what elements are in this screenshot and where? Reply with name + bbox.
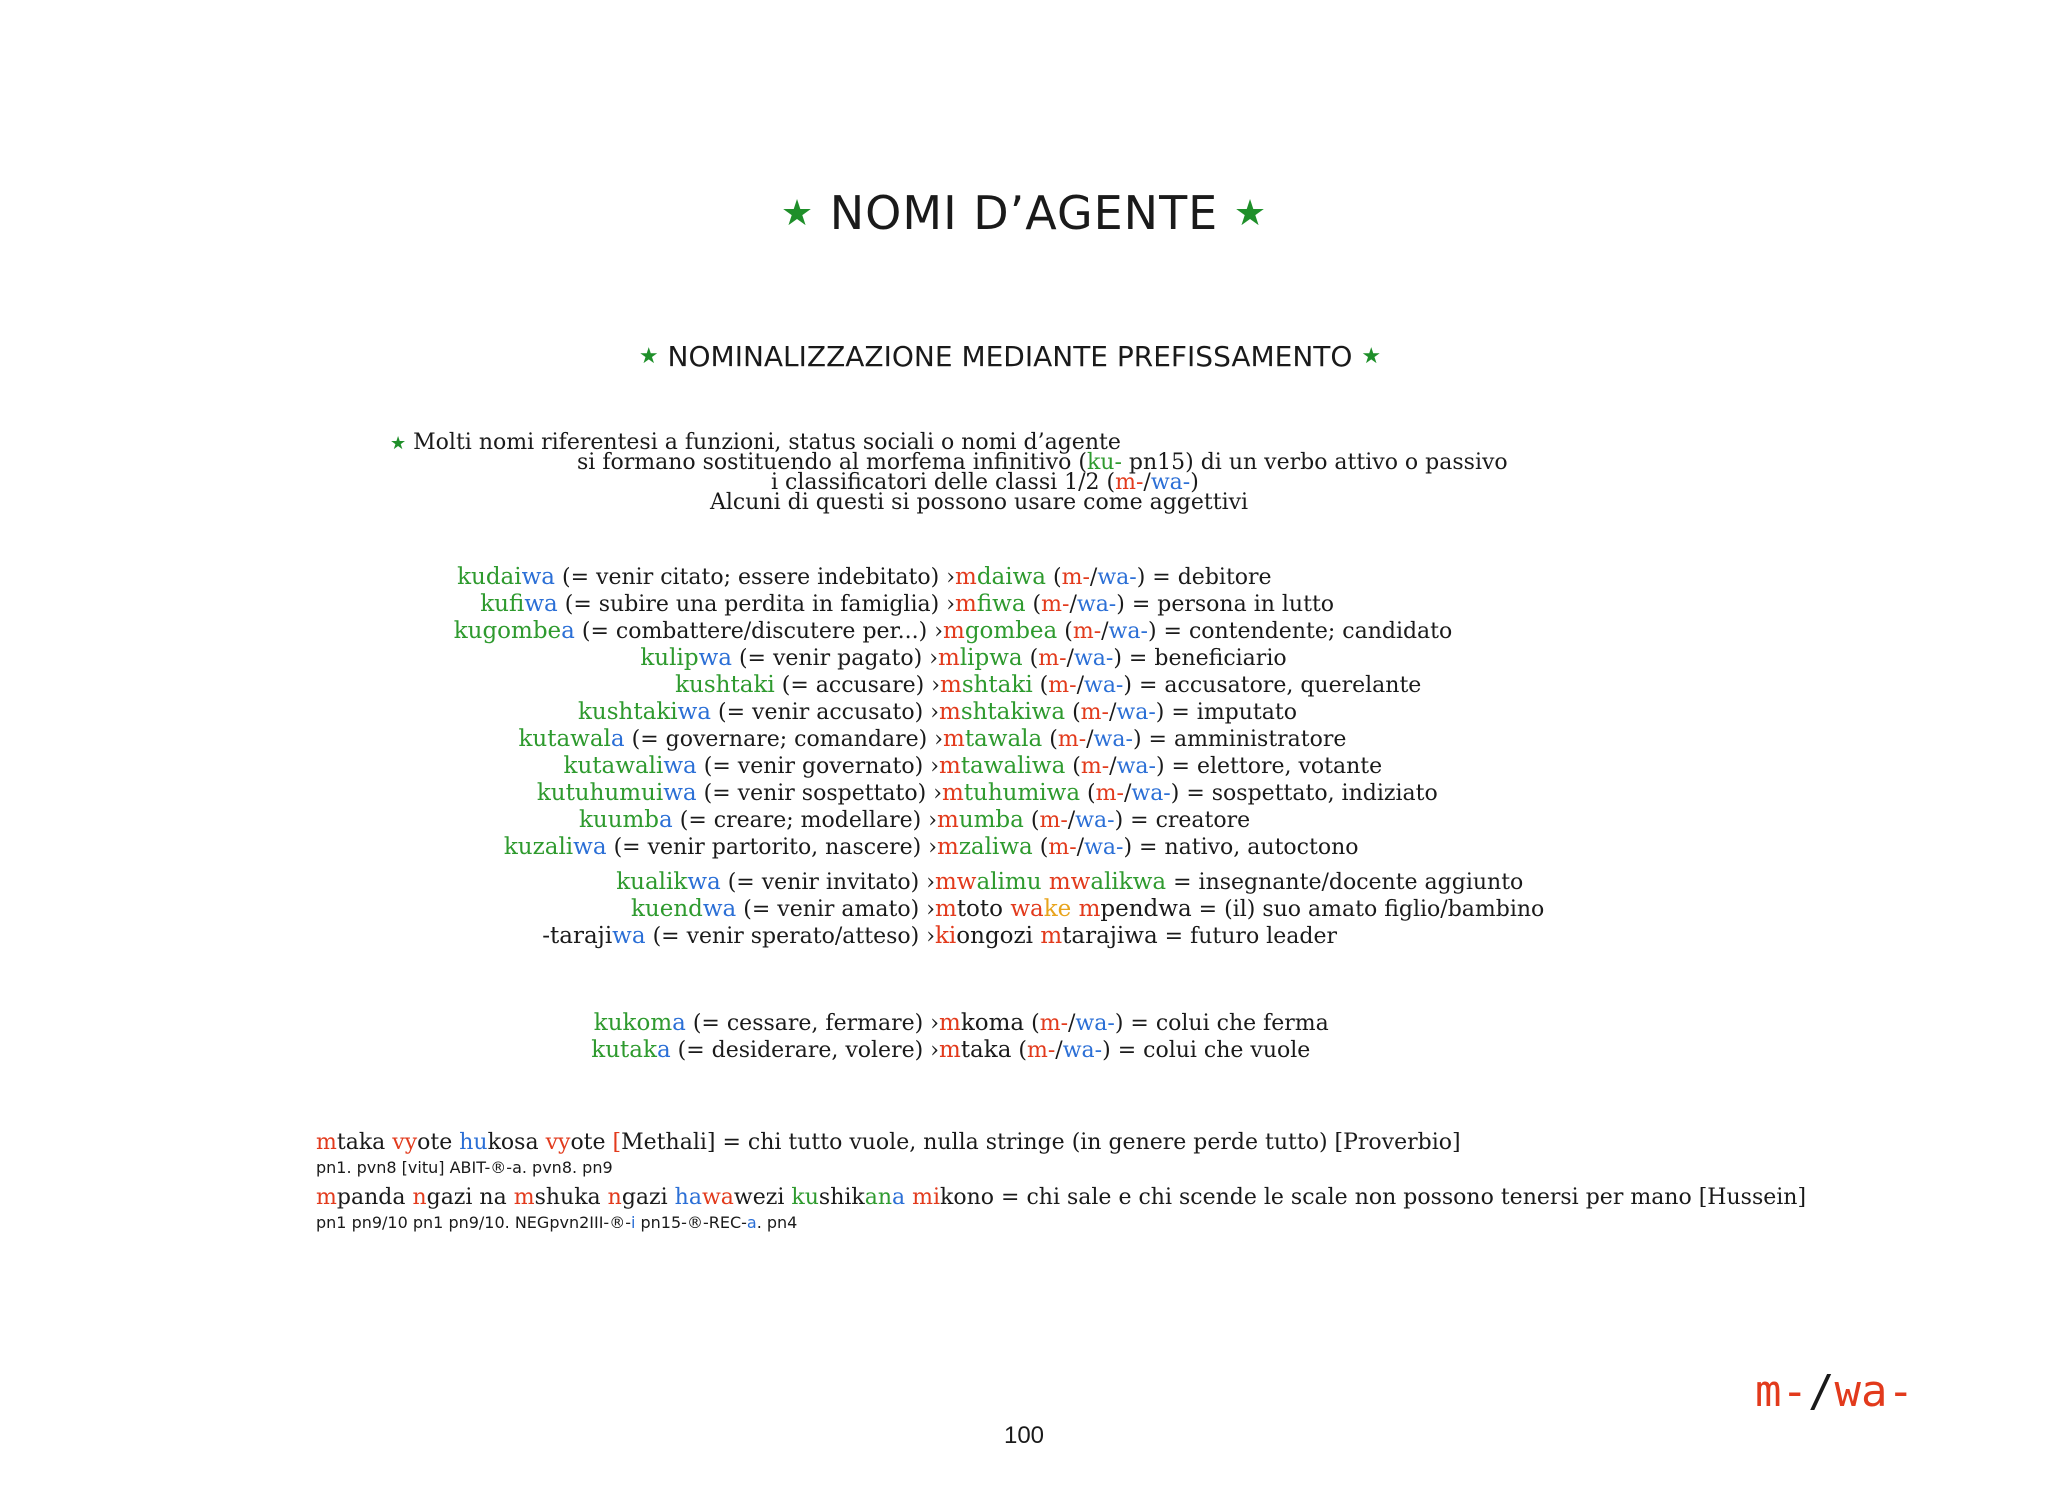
star-icon: ★ bbox=[390, 433, 407, 454]
entry-noun: mdaiwa (m-/wa-) = debitore bbox=[955, 564, 1272, 590]
entry-noun: mwalimu mwalikwa = insegnante/docente aggiunto bbox=[935, 869, 1524, 895]
entry-verb: kutaka (= desiderare, volere) › bbox=[591, 1037, 939, 1063]
proverb-gloss: pn1 pn9/10 pn1 pn9/10. NEGpvn2III-®-i pn15-®-REC-a. pn4 bbox=[316, 1213, 798, 1232]
entry-verb: kushtaki (= accusare) › bbox=[675, 672, 940, 698]
page-number: 100 bbox=[1003, 1422, 1045, 1449]
entry-verb: kukoma (= cessare, fermare) › bbox=[593, 1010, 939, 1036]
intro-line-3: i classificatori delle classi 1/2 (m-/wa-) bbox=[771, 470, 1199, 495]
intro-line-2: si formano sostituendo al morfema infinitivo (ku- pn15) di un verbo attivo o passivo bbox=[577, 450, 1508, 475]
proverb-gloss: pn1. pvn8 [vitu] ABIT-®-a. pvn8. pn9 bbox=[316, 1158, 613, 1177]
entry-noun: mlipwa (m-/wa-) = beneficiario bbox=[938, 645, 1287, 671]
section-subtitle bbox=[639, 340, 1381, 373]
intro-line-1: ★ Molti nomi riferentesi a funzioni, status sociali o nomi d’agente bbox=[390, 430, 1121, 455]
proverb-line: mtaka vyote hukosa vyote [Methali] = chi tutto vuole, nulla stringe (in genere perde tutto) [Proverbio] bbox=[316, 1130, 1461, 1155]
entry-verb: kutuhumuiwa (= venir sospettato) › bbox=[536, 780, 942, 806]
entry-noun: mgombea (m-/wa-) = contendente; candidato bbox=[943, 618, 1453, 644]
page-title bbox=[781, 186, 1267, 240]
entry-verb: kualikwa (= venir invitato) › bbox=[616, 869, 935, 895]
entry-noun: mfiwa (m-/wa-) = persona in lutto bbox=[955, 591, 1335, 617]
entry-noun: mkoma (m-/wa-) = colui che ferma bbox=[939, 1010, 1329, 1036]
entry-noun: mumba (m-/wa-) = creatore bbox=[937, 807, 1251, 833]
entry-noun: mtawala (m-/wa-) = amministratore bbox=[943, 726, 1347, 752]
entry-noun: mshtakiwa (m-/wa-) = imputato bbox=[939, 699, 1297, 725]
entry-verb: kutawala (= governare; comandare) › bbox=[518, 726, 943, 752]
star-icon: ★ bbox=[1233, 193, 1268, 234]
entry-noun: kiongozi mtarajiwa = futuro leader bbox=[935, 923, 1337, 949]
star-icon: ★ bbox=[1361, 344, 1382, 369]
entry-verb: kutawaliwa (= venir governato) › bbox=[563, 753, 939, 779]
entry-noun: mtoto wake mpendwa = (il) suo amato figlio/bambino bbox=[935, 896, 1545, 922]
entry-verb: kushtakiwa (= venir accusato) › bbox=[578, 699, 939, 725]
entry-verb: kugombea (= combattere/discutere per...) › bbox=[453, 618, 943, 644]
entry-verb: kudaiwa (= venir citato; essere indebitato) › bbox=[457, 564, 955, 590]
entry-verb: kuendwa (= venir amato) › bbox=[630, 896, 935, 922]
entry-verb: -tarajiwa (= venir sperato/atteso) › bbox=[542, 923, 935, 949]
entry-noun: mshtaki (m-/wa-) = accusatore, querelante bbox=[940, 672, 1422, 698]
title-text: NOMI D’AGENTE bbox=[829, 186, 1219, 240]
entry-verb: kuumba (= creare; modellare) › bbox=[578, 807, 937, 833]
entry-noun: mtuhumiwa (m-/wa-) = sospettato, indiziato bbox=[942, 780, 1438, 806]
entry-verb: kufiwa (= subire una perdita in famiglia) › bbox=[480, 591, 955, 617]
subtitle-text: NOMINALIZZAZIONE MEDIANTE PREFISSAMENTO bbox=[667, 340, 1353, 373]
entry-noun: mtawaliwa (m-/wa-) = elettore, votante bbox=[939, 753, 1383, 779]
entry-verb: kuzaliwa (= venir partorito, nascere) › bbox=[503, 834, 937, 860]
star-icon: ★ bbox=[780, 193, 815, 234]
entry-noun: mtaka (m-/wa-) = colui che vuole bbox=[939, 1037, 1311, 1063]
proverb-line: mpanda ngazi na mshuka ngazi hawawezi kushikana mikono = chi sale e chi scende le scale non possono tenersi per mano [Hussein] bbox=[316, 1185, 1807, 1210]
star-icon: ★ bbox=[638, 344, 659, 369]
entry-verb: kulipwa (= venir pagato) › bbox=[640, 645, 938, 671]
entry-noun: mzaliwa (m-/wa-) = nativo, autoctono bbox=[937, 834, 1359, 860]
class-tag: m-/wa- bbox=[1755, 1366, 1914, 1417]
intro-line-4: Alcuni di questi si possono usare come aggettivi bbox=[710, 490, 1249, 515]
